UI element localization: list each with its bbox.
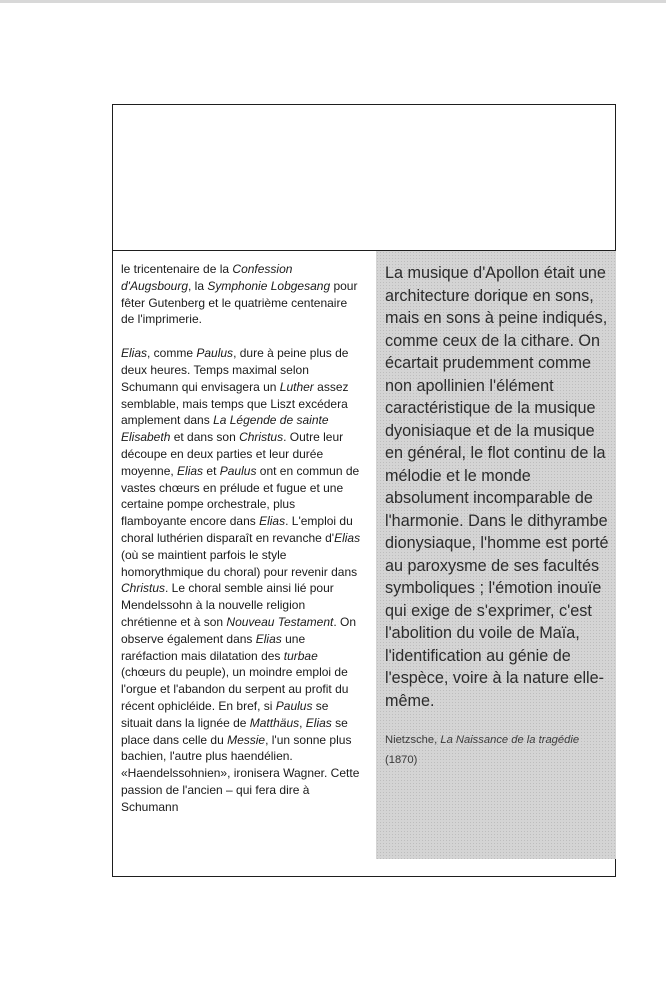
italic-title: Paulus [219, 463, 257, 478]
paragraph-2 [121, 345, 361, 815]
italic-title: Elias [255, 631, 282, 646]
italic-title: Symphonie Lobgesang [207, 278, 331, 293]
page-frame [112, 104, 616, 877]
text-run: (chœurs du peuple), un moindre emploi de l'orgue et l'abandon du serpent au profit du récent ophicléide. En bref, si [121, 665, 349, 713]
text-run: le tricentenaire de la [121, 262, 233, 276]
text-run: , dure à peine plus de deux heures. Temps maximal selon Schumann qui envisagera un [121, 346, 349, 394]
quote-year: (1870) [385, 754, 418, 766]
text-run: ont en commun de vastes chœurs en prélude et fugue et une certaine pompe orchestrale, plus flamboyante encore dans [121, 463, 360, 529]
paragraph-1 [121, 261, 361, 328]
italic-title: Christus [121, 581, 166, 596]
quote-box [376, 251, 616, 859]
italic-title: Christus [239, 430, 284, 445]
text-run: . On observe également dans [121, 614, 357, 646]
italic-title: Elias [121, 346, 148, 361]
text-run: se place dans celle du [121, 715, 348, 747]
italic-title: La Légende de sainte Elisabeth [121, 413, 329, 445]
scan-edge [0, 0, 666, 3]
italic-title: Paulus [196, 346, 234, 361]
quote-author: Nietzsche, [385, 734, 441, 746]
blank-image-area [113, 105, 615, 251]
text-run: . Outre leur découpe en deux parties et leur durée moyenne, [121, 430, 344, 478]
italic-title: Paulus [275, 698, 313, 713]
text-run: et dans son [170, 430, 240, 445]
italic-title: Matthäus [249, 715, 300, 730]
italic-title: Elias [177, 463, 204, 478]
text-run: , l'un sonne plus bachien, l'autre plus haendélien. «Haendelssohnien», ironisera Wagner. Cette passion de l'ancien – qui fera dire à Schumann [121, 732, 360, 814]
text-run: une raréfaction mais dilatation des [121, 631, 306, 663]
italic-title: turbae [283, 648, 318, 663]
text-run: pour fêter Gutenberg et le quatrième centenaire de l'imprimerie. [121, 278, 358, 327]
quote-work-title: La Naissance de la tragédie [440, 734, 580, 746]
italic-title: Messie [227, 732, 266, 747]
italic-title: Elias [259, 514, 286, 529]
italic-title: Luther [279, 379, 314, 394]
italic-title: Elias [305, 715, 332, 730]
text-run: assez semblable, mais temps que Liszt excédera amplement dans [121, 379, 349, 428]
text-run: et [203, 463, 220, 478]
text-run: (où se maintient parfois le style homorythmique du choral) pour revenir dans [121, 547, 358, 579]
italic-title: Confession d'Augsbourg [121, 262, 293, 293]
text-run: se situait dans la lignée de [121, 698, 329, 730]
text-run: . L'emploi du choral luthérien disparaît en revanche d' [121, 514, 353, 545]
quote-text: La musique d'Apollon était une architecture dorique en sons, mais en sons à peine indiqués, comme ceux de la cithare. On écartait prudemment comme non apollinien l'élément caractéristique de la musique dyonisiaque et de la musique en général, le flot continu de la mélodie et le monde absolument incomparable de l'harmonie. Dans le dithyrambe dionysiaque, l'homme est porté au paroxysme de ses facultés symboliques ; l'émotion inouïe qui exige de s'exprimer, c'est l'abolition du voile de Maïa, l'identification au génie de l'espèce, voire à la nature elle-même. [385, 264, 609, 710]
text-run: . Le choral semble ainsi lié pour Mendelssohn à la nouvelle religion chrétienne et à son [121, 581, 334, 629]
body-text-column [121, 261, 361, 816]
quote-source [385, 730, 610, 770]
text-run: , comme [147, 346, 197, 361]
text-run: , [299, 715, 306, 730]
italic-title: Elias [334, 530, 361, 545]
text-run: , la [188, 278, 208, 293]
italic-title: Nouveau Testament [226, 614, 334, 629]
